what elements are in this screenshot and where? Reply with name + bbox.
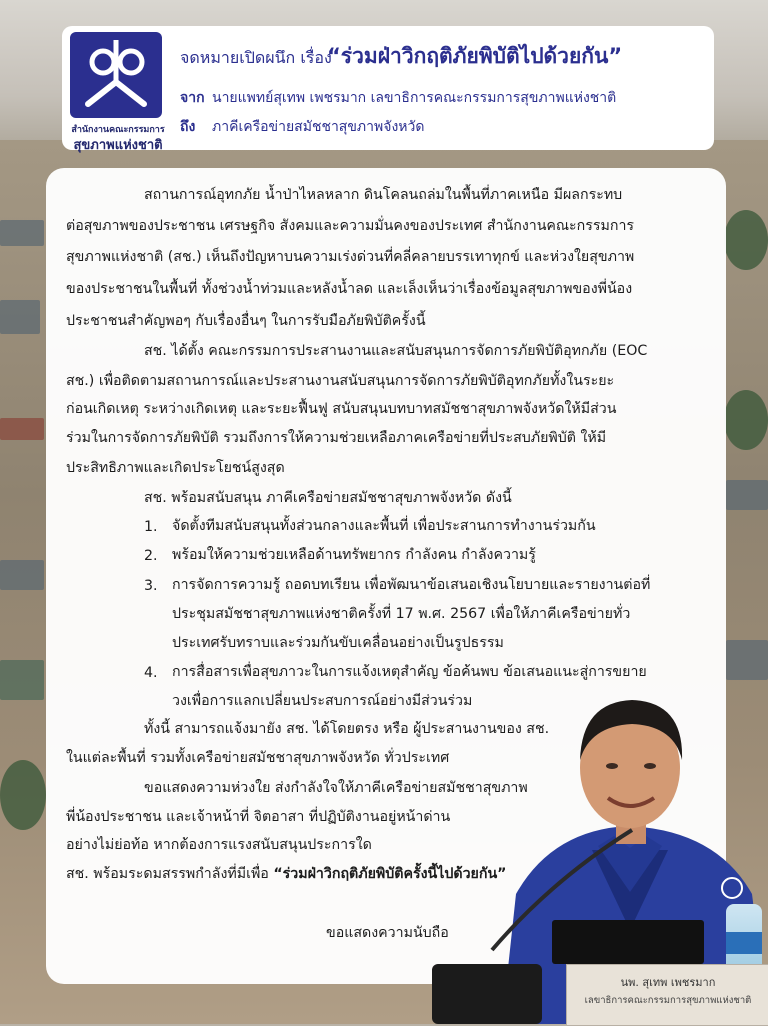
paragraph-line: สุขภาพแห่งชาติ (สช.) เห็นถึงปัญหาบนความเร่งด่วนที่คลี่คลายบรรเทาทุกข์ และห่วงใยสุขภาพ	[66, 249, 635, 265]
paragraph-line: สช.) เพื่อติดตามสถานการณ์และประสานงานสนับสนุนการจัดการภัยพิบัติอุทกภัยทั้งในระยะ	[66, 373, 615, 389]
paragraph-line: สช. พร้อมสนับสนุน ภาคีเครือข่ายสมัชชาสุขภาพจังหวัด ดังนี้	[144, 490, 512, 506]
letter-to: ภาคีเครือข่ายสมัชชาสุขภาพจังหวัด	[212, 119, 425, 135]
nameplate	[566, 964, 768, 1026]
paragraph-line: สถานการณ์อุทกภัย น้ำป่าไหลหลาก ดินโคลนถล่มในพื้นที่ภาคเหนือ มีผลกระทบ	[144, 187, 623, 203]
paragraph-line: ต่อสุขภาพของประชาชน เศรษฐกิจ สังคมและความมั่นคงของประเทศ สำนักงานคณะกรรมการ	[66, 218, 635, 234]
org-name-line1: สำนักงานคณะกรรมการ	[71, 125, 165, 135]
paragraph-line: สช. ได้ตั้ง คณะกรรมการประสานงานและสนับสนุนการจัดการภัยพิบัติอุทกภัย (EOC	[144, 343, 648, 359]
tree	[724, 390, 768, 450]
list-item-number: 2.	[144, 548, 158, 564]
house-roof	[0, 300, 40, 334]
water-bottle-label	[726, 932, 762, 954]
list-item-number: 4.	[144, 665, 158, 681]
letter-closing: ขอแสดงความนับถือ	[326, 925, 449, 941]
tree	[0, 760, 46, 830]
house-roof	[726, 480, 768, 510]
to-label: ถึง	[180, 119, 196, 135]
house-roof	[0, 418, 44, 440]
letter-header	[62, 26, 714, 153]
nhco-logo-icon	[70, 32, 162, 118]
from-label: จาก	[180, 90, 205, 106]
list-item-line: การจัดการความรู้ ถอดบทเรียน เพื่อพัฒนาข้อเสนอเชิงนโยบายและรายงานต่อที่	[172, 577, 651, 593]
paragraph-line: ประชาชนสำคัญพอๆ กับเรื่องอื่นๆ ในการรับมือภัยพิบัติครั้งนี้	[66, 313, 426, 329]
nameplate-title: เลขาธิการคณะกรรมการสุขภาพแห่งชาติ	[584, 995, 752, 1006]
house-roof	[0, 660, 44, 700]
nameplate-name: นพ. สุเทพ เพชรมาก	[620, 976, 716, 989]
final-line-slogan: “ร่วมฝ่าวิกฤติภัยพิบัติครั้งนี้ไปด้วยกัน”	[273, 866, 507, 882]
list-item-number: 3.	[144, 578, 158, 594]
paragraph-line: ก่อนเกิดเหตุ ระหว่างเกิดเหตุ และระยะฟื้นฟู สนับสนุนบทบาทสมัชชาสุขภาพจังหวัดให้มีส่วน	[66, 401, 617, 417]
house-roof	[0, 220, 44, 246]
list-item-line: การสื่อสารเพื่อสุขภาวะในการแจ้งเหตุสำคัญ ข้อค้นพบ ข้อเสนอแนะสู่การขยาย	[172, 664, 647, 680]
list-item-line: ประชุมสมัชชาสุขภาพแห่งชาติครั้งที่ 17 พ.ศ. 2567 เพื่อให้ภาคีเครือข่ายทั่ว	[172, 606, 631, 622]
letter-from: นายแพทย์สุเทพ เพชรมาก เลขาธิการคณะกรรมการสุขภาพแห่งชาติ	[212, 90, 617, 106]
list-item-line: จัดตั้งทีมสนับสนุนทั้งส่วนกลางและพื้นที่ เพื่อประสานการทำงานร่วมกัน	[172, 518, 596, 534]
list-item-line: พร้อมให้ความช่วยเหลือด้านทรัพยากร กำลังคน กำลังความรู้	[172, 547, 536, 563]
monitor-screen	[552, 920, 704, 964]
final-line	[66, 867, 506, 881]
house-roof	[0, 560, 44, 590]
nhco-logo	[70, 32, 162, 118]
paragraph-line: อย่างไม่ย่อท้อ หากต้องการแรงสนับสนุนประการใด	[66, 837, 372, 853]
paragraph-line: ทั้งนี้ สามารถแจ้งมายัง สช. ได้โดยตรง หรือ ผู้ประสานงานของ สช.	[144, 721, 550, 737]
microphone-base	[432, 964, 542, 1024]
house-roof	[726, 640, 768, 680]
paragraph-line: พี่น้องประชาชน และเจ้าหน้าที่ จิตอาสา ที่ปฏิบัติงานอยู่หน้าด่าน	[66, 809, 451, 825]
tree	[724, 210, 768, 270]
paragraph-line: ของประชาชนในพื้นที่ ทั้งช่วงน้ำท่วมและหลังน้ำลด และเล็งเห็นว่าเรื่องข้อมูลสุขภาพของพี่น้อง	[66, 281, 633, 297]
org-name-line2: สุขภาพแห่งชาติ	[73, 138, 163, 153]
list-item-number: 1.	[144, 519, 158, 535]
paragraph-line: ในแต่ละพื้นที่ รวมทั้งเครือข่ายสมัชชาสุขภาพจังหวัด ทั่วประเทศ	[66, 750, 450, 766]
list-item-line: วงเพื่อการแลกเปลี่ยนประสบการณ์อย่างมีส่วนร่วม	[172, 693, 473, 709]
subject-label: จดหมายเปิดผนึก เรื่อง	[180, 48, 332, 67]
paragraph-line: ประสิทธิภาพและเกิดประโยชน์สูงสุด	[66, 460, 285, 476]
list-item-line: ประเทศรับทราบและร่วมกันขับเคลื่อนอย่างเป็นรูปธรรม	[172, 635, 504, 651]
letter-subject: “ร่วมฝ่าวิกฤติภัยพิบัติไปด้วยกัน”	[327, 44, 623, 68]
final-line-prefix: สช. พร้อมระดมสรรพกำลังที่มีเพื่อ	[66, 866, 269, 882]
paragraph-line: ร่วมในการจัดการภัยพิบัติ รวมถึงการให้ความช่วยเหลือภาคเครือข่ายที่ประสบภัยพิบัติ ให้มี	[66, 430, 607, 446]
paragraph-line: ขอแสดงความห่วงใย ส่งกำลังใจให้ภาคีเครือข่ายสมัชชาสุขภาพ	[144, 780, 528, 796]
